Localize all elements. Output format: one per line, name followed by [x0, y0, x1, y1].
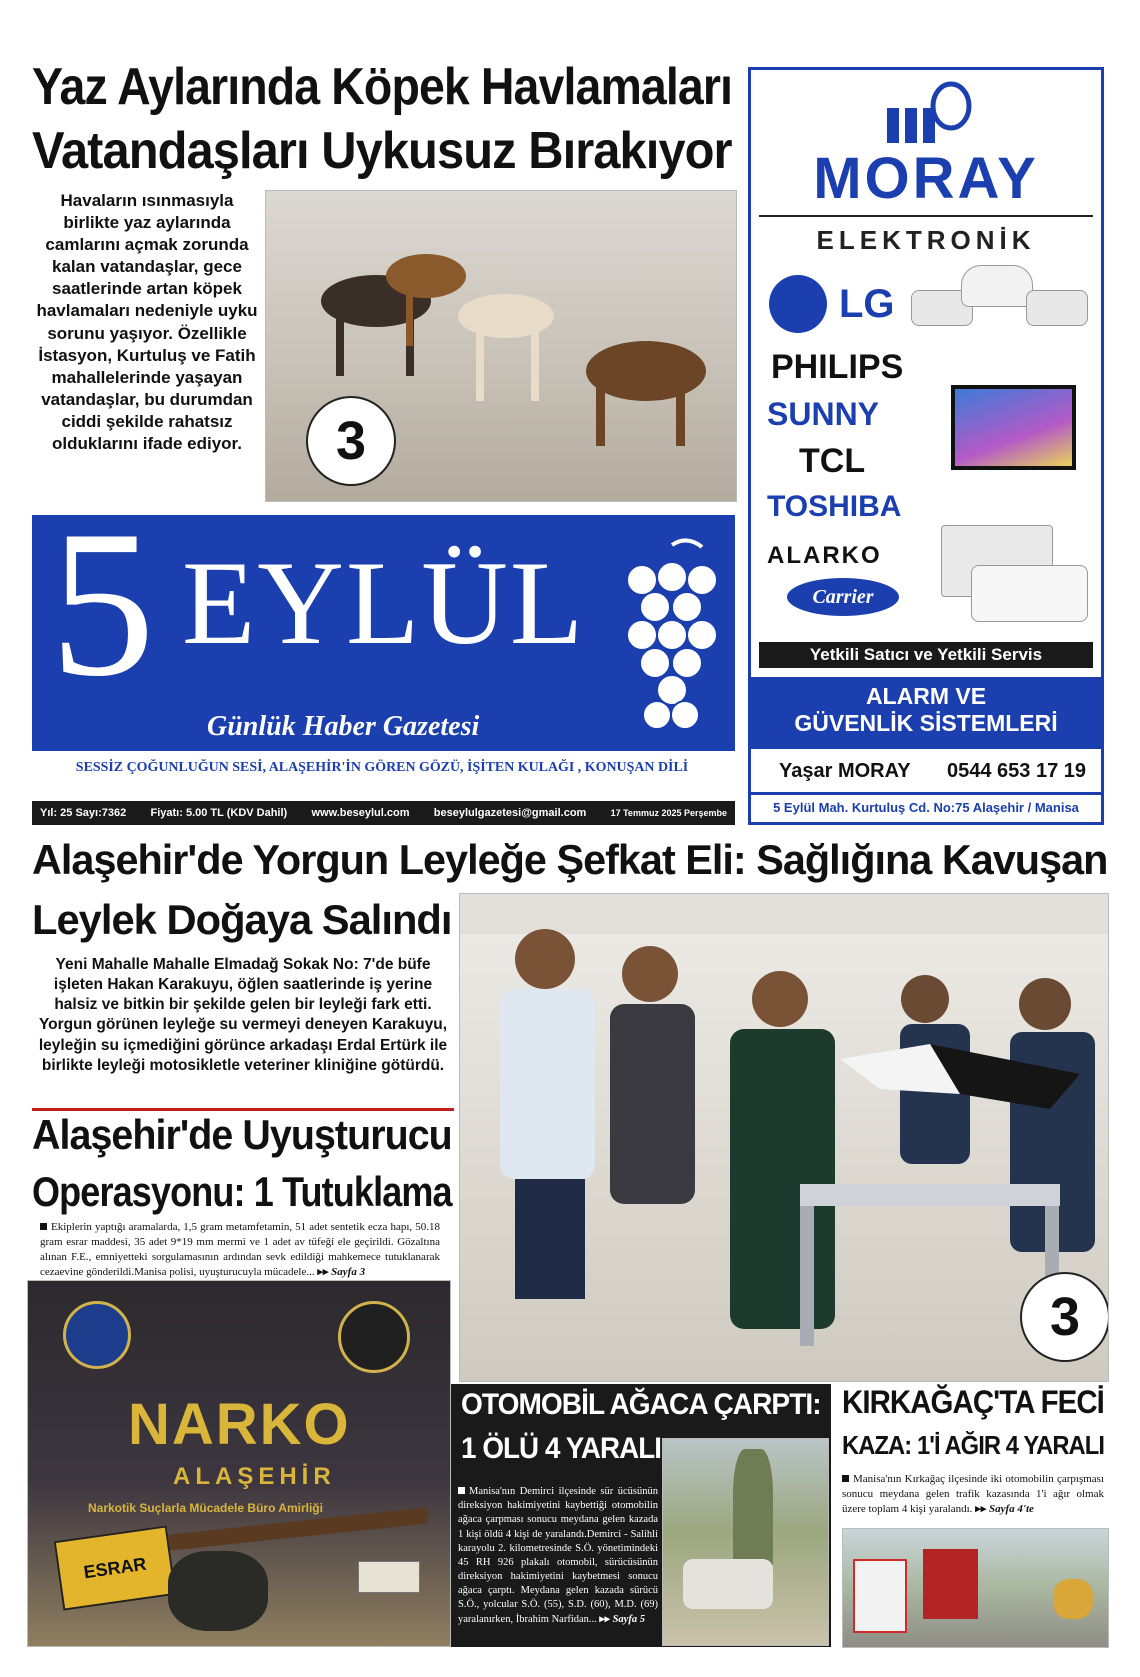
narko-sign-city: ALAŞEHİR [173, 1463, 336, 1490]
ad-phone[interactable]: 0544 653 17 19 [947, 760, 1087, 782]
dogs-photo [265, 190, 737, 502]
drug-page-ref[interactable]: Sayfa 3 [331, 1265, 366, 1278]
brand-philips: PHILIPS [771, 348, 904, 386]
masthead-slogan: SESSİZ ÇOĞUNLUĞUN SESİ, ALAŞEHİR'İN GÖREN GÖZÜ, İŞİTEN KULAĞI , KONUŞAN DİLİ [75, 760, 689, 775]
kirkagac-story-body: Manisa'nın Kırkağaç ilçesinde iki otomobilin çarpışması sonucu meydana gelen trafik kazasında 1'i ağır olmak üzere toplam 4 kişi yaralandı. ▸▸ Sayfa 4'te [842, 1473, 1104, 1515]
drug-headline-line1: Alaşehir'de Uyuşturucu [32, 1111, 452, 1158]
bullet-icon [458, 1487, 465, 1494]
car-story-body: Manisa'nın Demirci ilçesinde sür ücüsünün direksiyon hakimiyetini kaybettiği otomobilin ağaca çarpması sonucu meydana gelen kazada 1 kişi öldü 4 kişi de yaralandı.Demirci - Salihli karayolu 2. kilometresinde S.Ö. yönetimindeki 45 RH 926 plakalı otomobil, sürücüsünün direksiyon hakimiyetini kaybetmesi sonucu ağaca çarptı. Meydana gelen kazada sürücü S.Ö., yolcular S.Ö. (55), S.D. (60), M.D. (69) yaralanırken, İbrahim Narfidan... ▸▸ Sayfa 5 [458, 1486, 658, 1625]
police-badge-icon [63, 1301, 131, 1369]
ad-address: 5 Eylül Mah. Kurtuluş Cd. No:75 Alaşehir / Manisa [773, 800, 1079, 815]
car-body-text: Manisa'nın Demirci ilçesinde sür ücüsünün direksiyon hakimiyetini kaybettiği otomobilin ağaca çarpması sonucu meydana gelen kazada 1 kişi öldü 4 kişi de yaralandı.Demirci - Salihli karayolu 2. kilometresinde S.Ö. yönetimindeki 45 RH 926 plakalı otomobil, sürücüsünün direksiyon hakimiyetini kaybetmesi sonucu ağaca çarptı. Meydana gelen kazada sürücü S.Ö., yolcular S.Ö. (55), S.D. (60), M.D. (69) yaralanırken, İbrahim Narfidan... [458, 1486, 658, 1625]
masthead-banner [32, 515, 735, 751]
ac-product-image [941, 525, 1091, 625]
website-link[interactable]: www.beseylul.com [311, 807, 410, 819]
grapes-icon [617, 535, 727, 745]
brand-lg: LG [839, 282, 895, 326]
narko-sign-unit: Narkotik Suçlarla Mücadele Büro Amirliği [88, 1501, 323, 1515]
masthead-number: 5 [50, 515, 155, 720]
car-page-ref[interactable]: Sayfa 5 [612, 1613, 645, 1625]
price: Fiyatı: 5.00 TL (KDV Dahil) [150, 807, 288, 819]
car-headline-line1: OTOMOBİL AĞACA ÇARPTI: [461, 1388, 821, 1421]
year-issue: Yıl: 25 Sayı:7362 [40, 807, 127, 819]
dogs-page-badge: 3 [306, 396, 396, 486]
brand-sunny: SUNNY [767, 396, 880, 432]
car-crash-photo [662, 1438, 829, 1646]
ad-alarm-box [751, 677, 1101, 749]
esrar-label-text: ESRAR [82, 1553, 148, 1582]
top-headline-line1: Yaz Aylarında Köpek Havlamaları [32, 58, 733, 116]
kirkagac-headline-line2: KAZA: 1'İ AĞIR 4 YARALI [842, 1430, 1105, 1460]
moray-ad [748, 67, 1104, 825]
narko-photo [27, 1280, 451, 1647]
car-headline-line2: 1 ÖLÜ 4 YARALI [461, 1432, 662, 1465]
stork-page-badge: 3 [1020, 1272, 1109, 1362]
satellite-dish-icon [879, 78, 979, 148]
narko-sign-text: NARKO [128, 1392, 351, 1457]
ad-service-bar: Yetkili Satıcı ve Yetkili Servis [759, 642, 1093, 668]
ad-divider [759, 215, 1093, 217]
alarm-line1: ALARM VE [865, 683, 987, 709]
masthead-name: EYLÜL [182, 536, 586, 669]
top-story-body: Havaların ısınmasıyla birlikte yaz aylarında camlarını açmak zorunda kalan vatandaşlar, gece saatlerinde artan köpek havlamaları nedeniyle uyku sorunu yaşıyor. Özellikle İstasyon, Kurtuluş ve Fatih mahallelerinde yaşayan vatandaşlar, bu durumdan ciddi şekilde rahatsız olduklarını ifade ediyor. [36, 191, 258, 454]
stork-illustration [460, 894, 1108, 1381]
issue-date: 17 Temmuz 2025 Perşembe [610, 808, 727, 818]
carrier-logo [787, 578, 899, 616]
drug-story-body: Ekiplerin yaptığı aramalarda, 1,5 gram metamfetamin, 51 adet sentetik ecza hapı, 50.18 gram esrar maddesi, 35 adet 9*19 mm mermi ve 1 adet av tüfeği ele geçirildi. Gözaltına alınan F.E., emniyetteki sorgulamasının ardından sevk edildiği mahkemece tutuklanarak cezaevine gönderildi.Manisa polisi, uyuşturucuyla mücadele... ▸▸ Sayfa 3 [40, 1221, 440, 1278]
email-link[interactable]: beseylulgazetesi@gmail.com [433, 807, 587, 819]
tv-product-image [951, 385, 1076, 470]
top-headline-line2: Vatandaşları Uykusuz Bırakıyor [32, 122, 732, 180]
stork-photo [459, 893, 1109, 1382]
kirkagac-headline-line1: KIRKAĞAÇ'TA FECİ [842, 1384, 1104, 1420]
moray-brand-name: MORAY [813, 146, 1039, 211]
drug-headline-line2: Operasyonu: 1 Tutuklama [32, 1168, 452, 1215]
stork-headline-line1: Alaşehir'de Yorgun Leyleğe Şefkat Eli: Sağlığına Kavuşan [32, 836, 1108, 883]
brand-toshiba: TOSHIBA [767, 490, 902, 523]
ad-contact-name: Yaşar MORAY [779, 760, 911, 782]
esrar-label [54, 1525, 177, 1610]
bullet-icon [40, 1223, 47, 1230]
stork-headline-line2: Leylek Doğaya Salındı [32, 896, 452, 943]
alarm-line2: GÜVENLİK SİSTEMLERİ [794, 710, 1058, 736]
brand-alarko: ALARKO [767, 542, 882, 569]
lg-logo-icon [769, 275, 827, 333]
brand-tcl: TCL [799, 442, 866, 480]
bullet-icon [842, 1475, 849, 1482]
camera-products-image [911, 260, 1091, 340]
ad-divider-bottom [751, 792, 1101, 795]
drug-body-text: Ekiplerin yaptığı aramalarda, 1,5 gram metamfetamin, 51 adet sentetik ecza hapı, 50.18 gram esrar maddesi, 35 adet 9*19 mm mermi ve 1 adet av tüfeği ele geçirildi. Gözaltına alınan F.E., emniyetteki sorgulamasının ardından sevk edildiği mahkemece tutuklanarak cezaevine gönderildi.Manisa polisi, uyuşturucuyla mücadele... [40, 1221, 440, 1278]
brand-carrier: Carrier [812, 585, 874, 608]
masthead-info-bar [32, 801, 735, 825]
masthead-subtitle: Günlük Haber Gazetesi [207, 711, 480, 742]
moray-brand-sub: ELEKTRONİK [816, 225, 1036, 255]
seized-bag [168, 1551, 268, 1631]
narcotics-badge-icon [338, 1301, 410, 1373]
stork-story-body: Yeni Mahalle Mahalle Elmadağ Sokak No: 7'de büfe işleten Hakan Karakuyu, öğlen saatlerinde iş yerine halsiz ve bitkin bir şekilde gelen bir leyleği fark etti. Yorgun görünen leyleğe su vermeyi deneyen Karakuyu, leyleğin su içmediğini görünce arkadaşı Erdal Ertürk ile birlikte leyleği motosikletle veteriner kliniğine götürdü. [38, 956, 448, 1074]
kirkagac-page-ref[interactable]: Sayfa 4'te [988, 1502, 1034, 1515]
kirkagac-crash-photo [842, 1528, 1109, 1648]
seized-ammo [358, 1561, 420, 1593]
kirkagac-body-text: Manisa'nın Kırkağaç ilçesinde iki otomobilin çarpışması sonucu meydana gelen trafik kazasında 1'i ağır olmak üzere toplam 4 kişi yaralandı. [842, 1473, 1104, 1515]
